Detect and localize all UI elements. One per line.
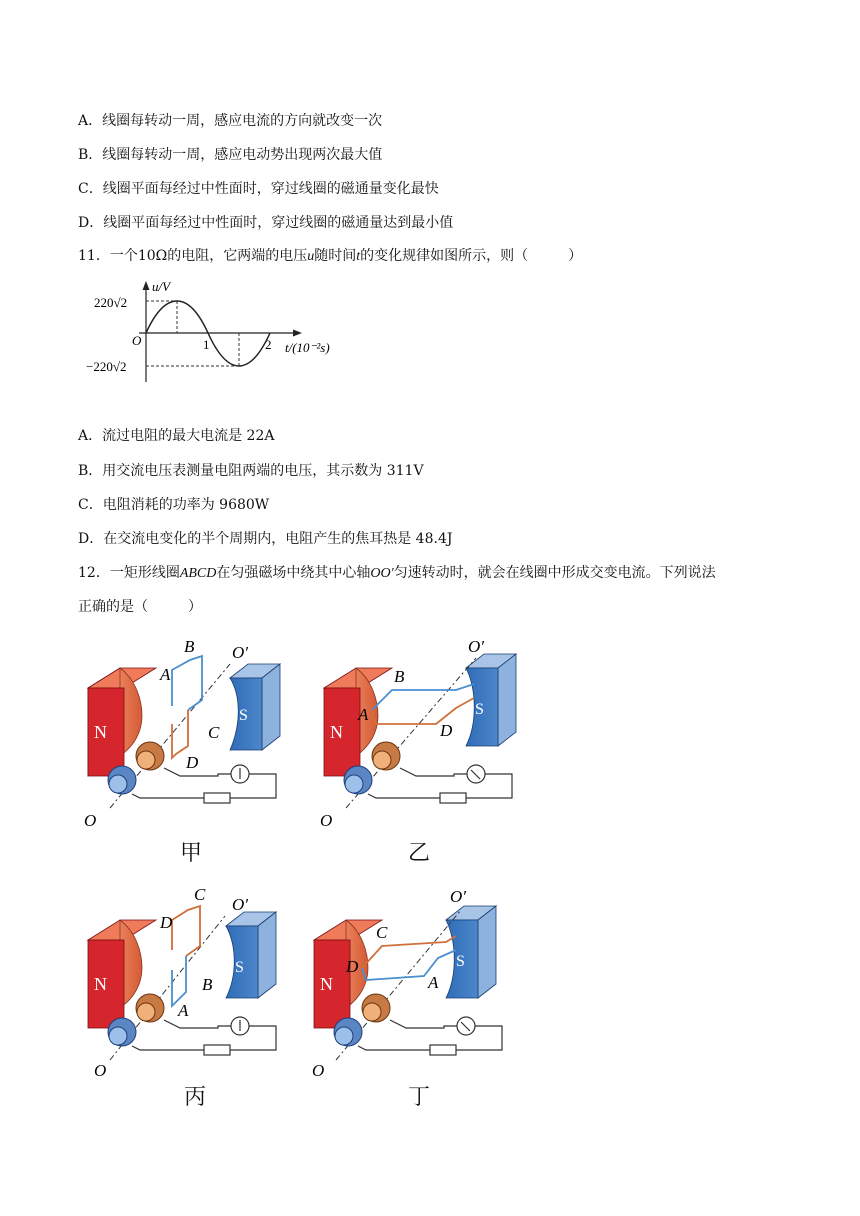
svg-text:S: S <box>475 701 484 718</box>
x-axis-label: t/(10⁻²s) <box>285 340 330 355</box>
n-pole-label: N <box>94 722 107 742</box>
svg-text:A: A <box>160 665 171 684</box>
generator-figure-bing <box>80 880 300 1080</box>
q11-option-d: D．在交流电变化的半个周期内，电阻产生的焦耳热是 48.4J <box>78 531 453 547</box>
caption-yi: 乙 <box>408 841 431 866</box>
y-axis-label: u/V <box>152 279 171 294</box>
generator-figure-jia <box>80 628 300 828</box>
svg-text:O: O <box>320 811 333 828</box>
svg-text:D: D <box>440 721 453 740</box>
s-pole-label: S <box>239 707 248 724</box>
generator-figure-yi <box>316 628 536 828</box>
svg-text:C: C <box>208 723 220 742</box>
svg-text:O′: O′ <box>468 637 484 656</box>
svg-text:S: S <box>235 959 244 976</box>
svg-text:A: A <box>428 973 439 992</box>
x-tick-1: 1 <box>203 337 210 352</box>
q11-option-c: C．电阻消耗的功率为 9680W <box>78 497 270 513</box>
svg-text:O: O <box>94 1061 107 1080</box>
svg-text:A: A <box>178 1001 189 1020</box>
caption-jia: 甲 <box>180 841 203 866</box>
svg-text:N: N <box>94 974 107 994</box>
q10-option-c: C．线圈平面每经过中性面时，穿过线圈的磁通量变化最快 <box>78 181 439 197</box>
q10-option-a: A．线圈每转动一周，感应电流的方向就改变一次 <box>78 113 383 129</box>
svg-text:D: D <box>160 913 173 932</box>
svg-text:O′: O′ <box>232 643 248 662</box>
svg-text:B: B <box>184 637 195 656</box>
origin-label: O <box>132 333 142 348</box>
svg-text:C: C <box>194 885 206 904</box>
svg-text:B: B <box>202 975 213 994</box>
q11-option-b: B．用交流电压表测量电阻两端的电压，其示数为 311V <box>78 463 424 479</box>
y-max-label: 220√2 <box>94 295 128 310</box>
generator-figure-ding <box>306 880 526 1080</box>
caption-ding: 丁 <box>408 1085 431 1110</box>
svg-text:O′: O′ <box>232 895 248 914</box>
voltage-time-graph <box>84 277 354 387</box>
q10-option-b: B．线圈每转动一周，感应电动势出现两次最大值 <box>78 147 383 163</box>
svg-text:O: O <box>312 1061 325 1080</box>
svg-text:C: C <box>376 923 388 942</box>
y-min-label: −220√2 <box>86 359 127 374</box>
caption-bing: 丙 <box>184 1085 207 1110</box>
svg-text:S: S <box>456 953 465 970</box>
svg-text:D: D <box>346 957 359 976</box>
q11-stem: 11．一个10Ω的电阻，它两端的电压u随时间t的变化规律如图所示，则（ ） <box>78 248 583 264</box>
svg-text:O′: O′ <box>450 887 466 906</box>
svg-text:D: D <box>186 753 199 772</box>
q12-stem-line1: 12．一矩形线圈ABCD在匀强磁场中绕其中心轴OO′匀速转动时，就会在线圈中形成交变电流。下列说法 <box>78 565 716 581</box>
svg-text:N: N <box>320 974 333 994</box>
q12-stem-line2: 正确的是（ ） <box>78 599 202 615</box>
q11-option-a: A．流过电阻的最大电流是 22A <box>78 428 275 444</box>
q10-option-d: D．线圈平面每经过中性面时，穿过线圈的磁通量达到最小值 <box>78 215 454 231</box>
svg-text:B: B <box>394 667 405 686</box>
x-tick-2: 2 <box>265 337 272 352</box>
svg-text:A: A <box>358 705 369 724</box>
svg-text:O: O <box>84 811 97 828</box>
svg-text:N: N <box>330 722 343 742</box>
